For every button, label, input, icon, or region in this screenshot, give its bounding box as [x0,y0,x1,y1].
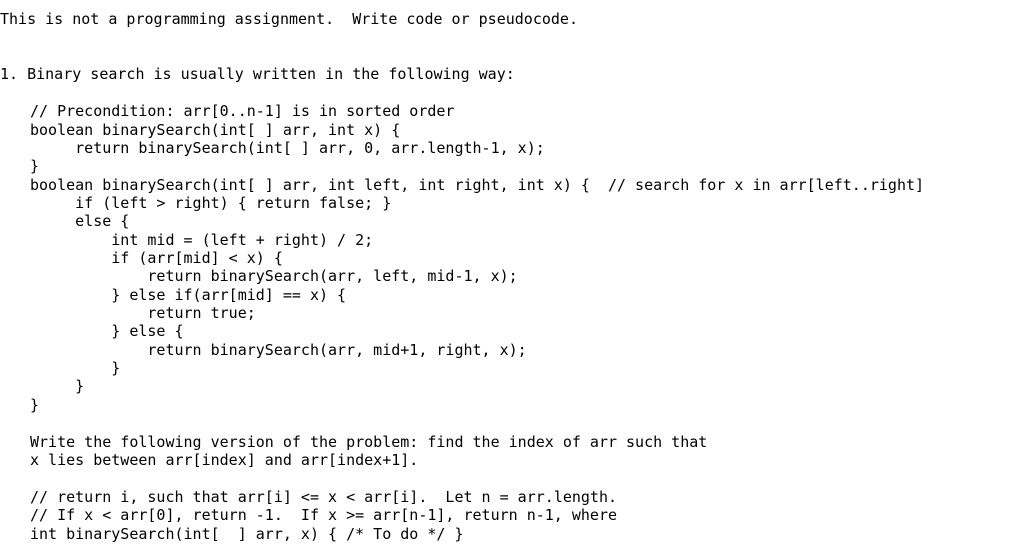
code-line: return true; [30,304,256,322]
code-line: // Precondition: arr[0..n-1] is in sorted order [30,102,455,120]
code-line: if (arr[mid] < x) { [30,249,283,267]
code-line: } else if(arr[mid] == x) { [30,286,347,304]
code-line: boolean binarySearch(int[ ] arr, int left, int right, int x) { // search for x in arr[left..right] [30,176,925,194]
code-line: return binarySearch(int[ ] arr, 0, arr.length-1, x); [30,139,545,157]
code-line: int mid = (left + right) / 2; [30,231,374,249]
task-line: Write the following version of the problem: find the index of arr such that [30,433,708,451]
code-line: } [30,377,85,395]
stub-line: // return i, such that arr[i] <= x < arr[i]. Let n = arr.length. [30,488,617,506]
code-line: } [30,396,40,414]
task-line: x lies between arr[index] and arr[index+1]. [30,451,419,469]
code-line: boolean binarySearch(int[ ] arr, int x) { [30,121,401,139]
code-line: if (left > right) { return false; } [30,194,392,212]
code-line: } else { [30,322,184,340]
code-line: } [30,157,40,175]
stub-line: // If x < arr[0], return -1. If x >= arr[n-1], return n-1, where [30,506,617,524]
code-line: return binarySearch(arr, mid+1, right, x); [30,341,527,359]
intro-text: This is not a programming assignment. Write code or pseudocode. [0,10,578,28]
code-line: } [30,359,121,377]
question-heading: 1. Binary search is usually written in the following way: [0,65,515,83]
code-line: return binarySearch(arr, left, mid-1, x); [30,267,518,285]
code-line: else { [30,212,130,230]
stub-line: int binarySearch(int[ ] arr, x) { /* To do */ } [30,525,464,543]
